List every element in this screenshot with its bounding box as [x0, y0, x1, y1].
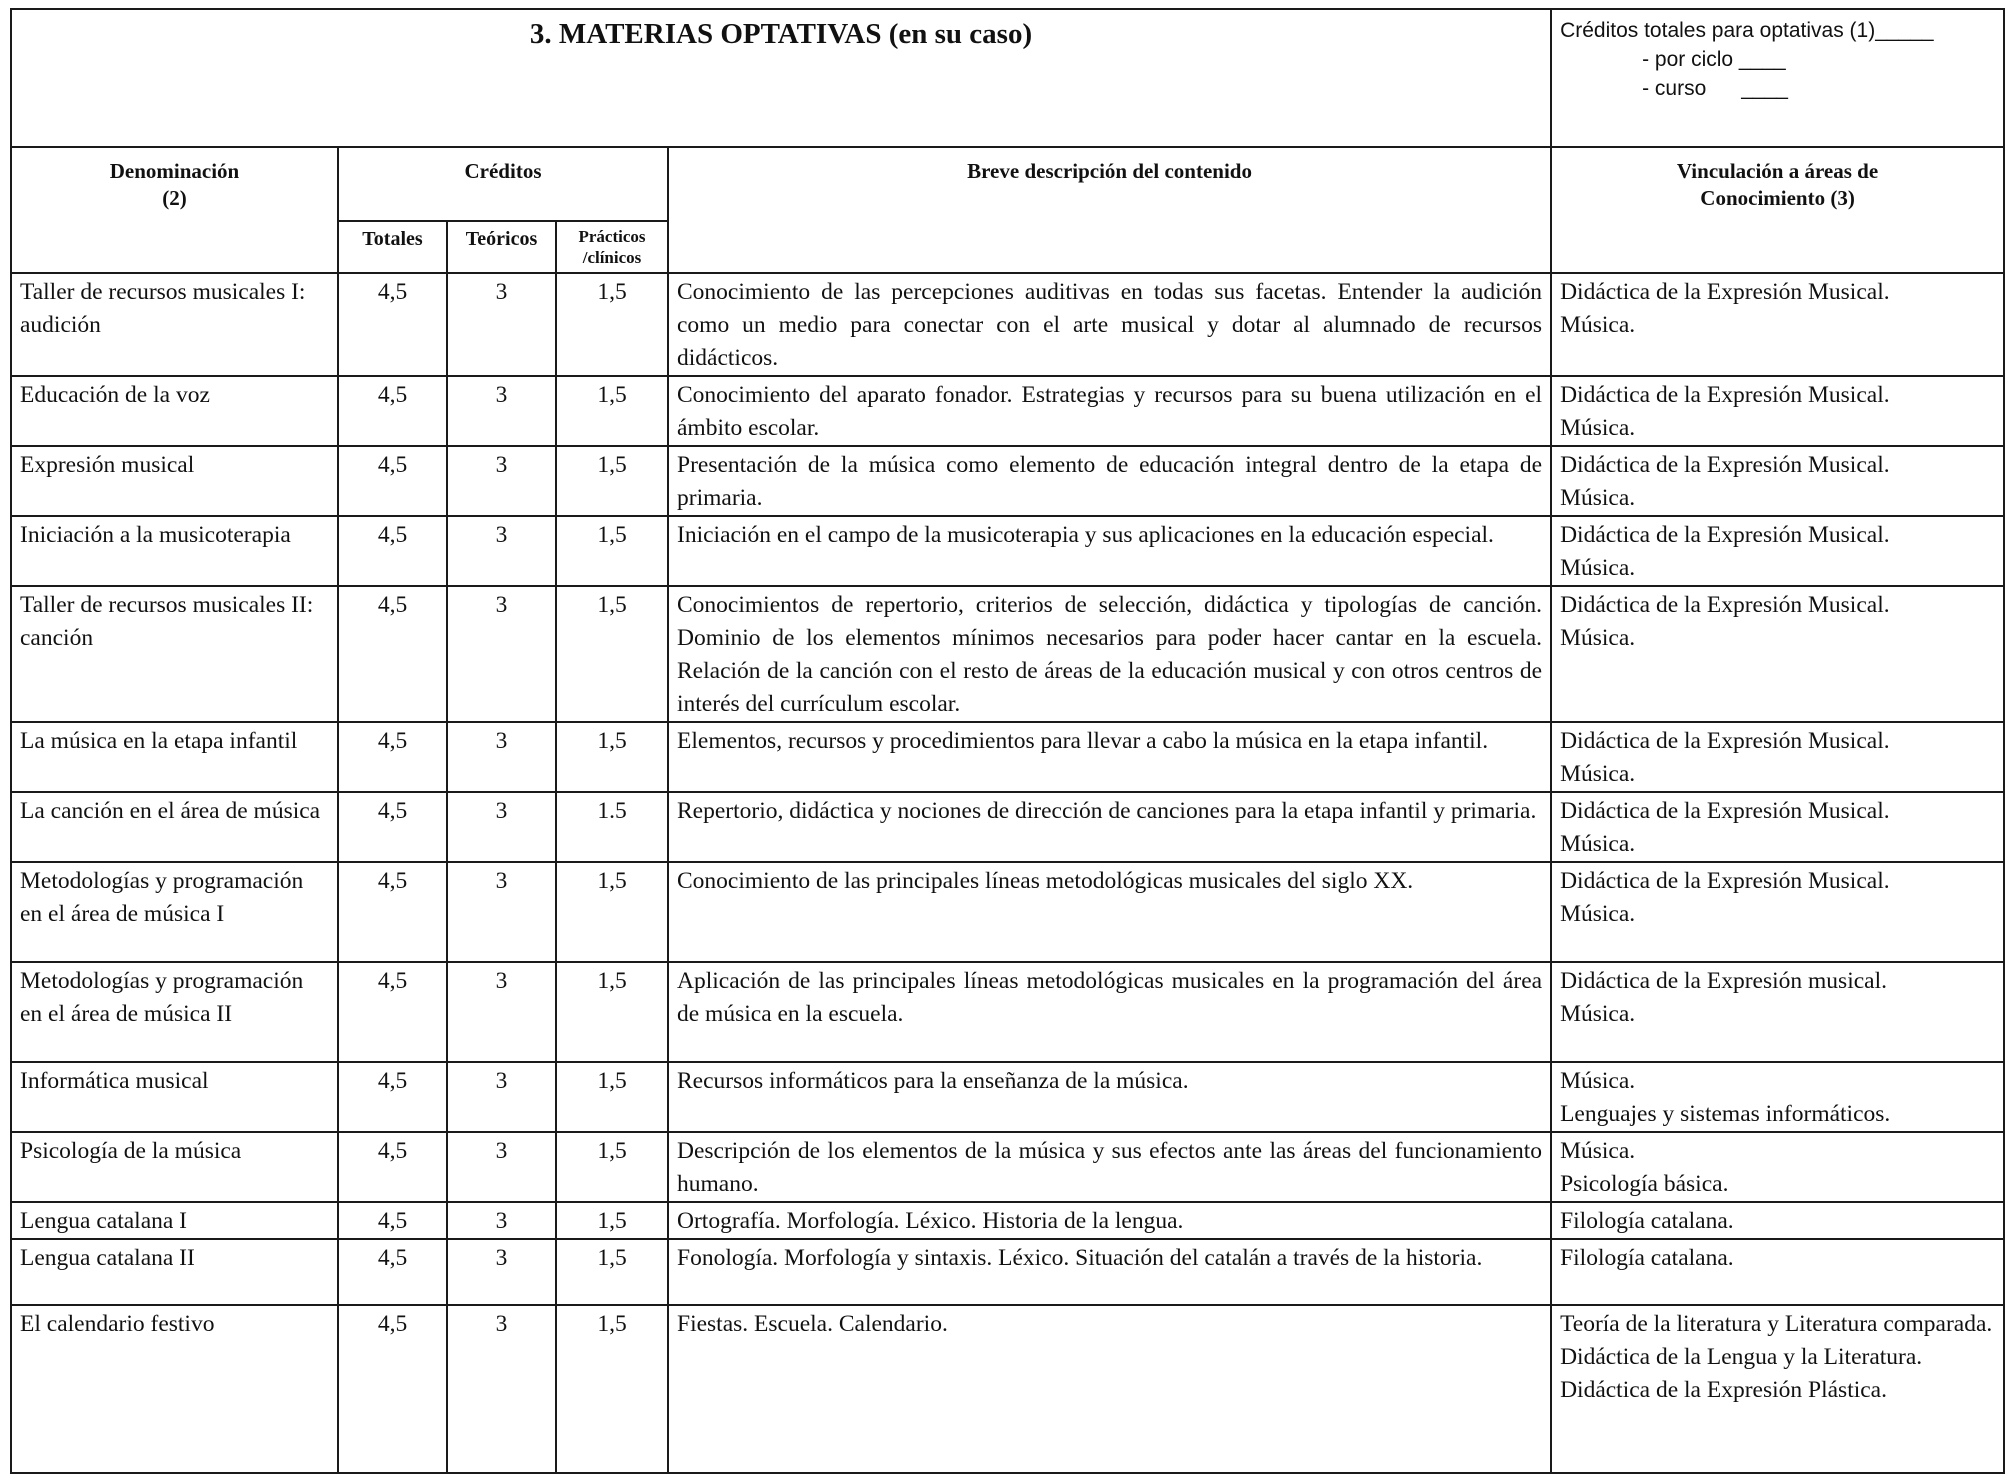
subject-name: Informática musical: [11, 1062, 338, 1132]
table-row: [11, 1305, 2004, 1473]
credits-practicos: 1,5: [556, 1062, 668, 1132]
header-practicos-line2: /clínicos: [582, 248, 642, 267]
table-row: [11, 273, 2004, 376]
content-description: Iniciación en el campo de la musicoterapia y sus aplicaciones en la educación especial.: [668, 516, 1551, 586]
knowledge-areas: [1551, 1062, 2004, 1132]
knowledge-area: Didáctica de la Expresión Musical.: [1560, 382, 1890, 408]
content-description: Aplicación de las principales líneas metodológicas musicales en la programación del área de música en la escuela.: [668, 962, 1551, 1062]
header-denominacion-note: (2): [162, 186, 187, 210]
knowledge-area: Música.: [1560, 415, 1636, 441]
knowledge-area: Música.: [1560, 1068, 1636, 1094]
credits-teoricos: 3: [447, 1062, 556, 1132]
subject-name: Metodologías y programación en el área de música I: [11, 862, 338, 962]
header-vinculacion-line2: Conocimiento (3): [1700, 186, 1855, 210]
knowledge-areas: [1551, 1132, 2004, 1202]
table-row: [11, 792, 2004, 862]
subject-name: Educación de la voz: [11, 376, 338, 446]
title-row: [11, 9, 2004, 147]
credits-totales: 4,5: [338, 446, 447, 516]
knowledge-area: Psicología básica.: [1560, 1171, 1729, 1197]
knowledge-area: Didáctica de la Expresión Musical.: [1560, 728, 1890, 754]
credits-totales: 4,5: [338, 376, 447, 446]
credits-practicos: 1,5: [556, 1132, 668, 1202]
credits-teoricos: 3: [447, 962, 556, 1062]
knowledge-area: Música.: [1560, 1001, 1636, 1027]
subject-name: Lengua catalana I: [11, 1202, 338, 1239]
credits-teoricos: 3: [447, 1132, 556, 1202]
content-description: Repertorio, didáctica y nociones de dirección de canciones para la etapa infantil y primaria.: [668, 792, 1551, 862]
content-description: Elementos, recursos y procedimientos para llevar a cabo la música en la etapa infantil.: [668, 722, 1551, 792]
subject-name: Psicología de la música: [11, 1132, 338, 1202]
table-row: [11, 586, 2004, 722]
header-denominacion-label: Denominación: [109, 159, 240, 183]
credits-totales: 4,5: [338, 1202, 447, 1239]
credits-teoricos: 3: [447, 862, 556, 962]
subject-name: Expresión musical: [11, 446, 338, 516]
credits-totales: 4,5: [338, 1062, 447, 1132]
content-description: Conocimiento de las percepciones auditivas en todas sus facetas. Entender la audición como un medio para conectar con el arte musical y dotar al alumnado de recursos didácticos.: [668, 273, 1551, 376]
table-row: [11, 1062, 2004, 1132]
knowledge-area: Filología catalana.: [1560, 1208, 1734, 1234]
credits-teoricos: 3: [447, 792, 556, 862]
knowledge-areas: [1551, 586, 2004, 722]
header-denominacion: [11, 147, 338, 273]
knowledge-area: Música.: [1560, 901, 1636, 927]
table-row: [11, 722, 2004, 792]
subject-name: La canción en el área de música: [11, 792, 338, 862]
credits-teoricos: 3: [447, 1202, 556, 1239]
credits-totales: 4,5: [338, 862, 447, 962]
knowledge-area: Didáctica de la Expresión Plástica.: [1560, 1377, 1887, 1403]
credits-teoricos: 3: [447, 446, 556, 516]
table-row: [11, 376, 2004, 446]
credit-totals-box: [1551, 9, 2004, 147]
content-description: Recursos informáticos para la enseñanza de la música.: [668, 1062, 1551, 1132]
subject-name: Metodologías y programación en el área de música II: [11, 962, 338, 1062]
credits-totales: 4,5: [338, 586, 447, 722]
knowledge-area: Didáctica de la Expresión Musical.: [1560, 868, 1890, 894]
credits-practicos: 1,5: [556, 1202, 668, 1239]
table-row: [11, 962, 2004, 1062]
knowledge-area: Música.: [1560, 485, 1636, 511]
credits-practicos: 1,5: [556, 586, 668, 722]
credits-practicos: 1.5: [556, 792, 668, 862]
credits-teoricos: 3: [447, 722, 556, 792]
content-description: Fonología. Morfología y sintaxis. Léxico. Situación del catalán a través de la historia.: [668, 1239, 1551, 1305]
subject-name: Taller de recursos musicales I: audición: [11, 273, 338, 376]
credits-totales: 4,5: [338, 722, 447, 792]
content-description: Ortografía. Morfología. Léxico. Historia de la lengua.: [668, 1202, 1551, 1239]
knowledge-area: Didáctica de la Expresión Musical.: [1560, 592, 1890, 618]
knowledge-area: Filología catalana.: [1560, 1245, 1734, 1271]
knowledge-areas: [1551, 1202, 2004, 1239]
credits-practicos: 1,5: [556, 273, 668, 376]
credit-per-course-line: - curso ____: [1642, 77, 1788, 100]
credits-practicos: 1,5: [556, 1239, 668, 1305]
credits-teoricos: 3: [447, 1239, 556, 1305]
credits-practicos: 1,5: [556, 446, 668, 516]
knowledge-area: Música.: [1560, 761, 1636, 787]
section-title: 3. MATERIAS OPTATIVAS (en su caso): [11, 9, 1551, 147]
knowledge-areas: [1551, 1239, 2004, 1305]
credits-totales: 4,5: [338, 273, 447, 376]
knowledge-areas: [1551, 1305, 2004, 1473]
credits-practicos: 1,5: [556, 962, 668, 1062]
knowledge-area: Didáctica de la Expresión Musical.: [1560, 452, 1890, 478]
credits-totales: 4,5: [338, 1305, 447, 1473]
header-creditos: Créditos: [338, 147, 668, 221]
table-row: [11, 446, 2004, 516]
knowledge-area: Música.: [1560, 312, 1636, 338]
header-row: [11, 147, 2004, 221]
content-description: Conocimiento del aparato fonador. Estrategias y recursos para su buena utilización en el ámbito escolar.: [668, 376, 1551, 446]
credits-totales: 4,5: [338, 962, 447, 1062]
knowledge-areas: [1551, 792, 2004, 862]
credit-per-cycle-line: - por ciclo ____: [1642, 48, 1786, 71]
knowledge-areas: [1551, 516, 2004, 586]
content-description: Conocimiento de las principales líneas metodológicas musicales del siglo XX.: [668, 862, 1551, 962]
optativas-table: [10, 8, 2005, 1474]
credits-totales: 4,5: [338, 792, 447, 862]
subject-name: Taller de recursos musicales II: canción: [11, 586, 338, 722]
credits-practicos: 1,5: [556, 516, 668, 586]
credits-totales: 4,5: [338, 1239, 447, 1305]
table-row: [11, 1202, 2004, 1239]
table-row: [11, 1239, 2004, 1305]
credits-practicos: 1,5: [556, 1305, 668, 1473]
credits-practicos: 1,5: [556, 722, 668, 792]
header-practicos: [556, 221, 668, 273]
knowledge-area: Música.: [1560, 625, 1636, 651]
knowledge-area: Teoría de la literatura y Literatura comparada.: [1560, 1311, 1993, 1337]
knowledge-areas: [1551, 273, 2004, 376]
knowledge-area: Didáctica de la Expresión Musical.: [1560, 522, 1890, 548]
knowledge-area: Lenguajes y sistemas informáticos.: [1560, 1101, 1891, 1127]
subject-name: El calendario festivo: [11, 1305, 338, 1473]
header-totales: Totales: [338, 221, 447, 273]
knowledge-area: Música.: [1560, 831, 1636, 857]
subject-name: La música en la etapa infantil: [11, 722, 338, 792]
credits-teoricos: 3: [447, 376, 556, 446]
credits-totales: 4,5: [338, 1132, 447, 1202]
table-row: [11, 516, 2004, 586]
subject-name: Iniciación a la musicoterapia: [11, 516, 338, 586]
credits-practicos: 1,5: [556, 862, 668, 962]
knowledge-area: Música.: [1560, 555, 1636, 581]
content-description: Presentación de la música como elemento de educación integral dentro de la etapa de primaria.: [668, 446, 1551, 516]
header-teoricos: Teóricos: [447, 221, 556, 273]
credits-teoricos: 3: [447, 273, 556, 376]
table-body: [11, 273, 2004, 1473]
knowledge-area: Didáctica de la Lengua y la Literatura.: [1560, 1344, 1923, 1370]
subject-name: Lengua catalana II: [11, 1239, 338, 1305]
header-practicos-line1: Prácticos: [578, 227, 646, 246]
credits-teoricos: 3: [447, 586, 556, 722]
knowledge-area: Música.: [1560, 1138, 1636, 1164]
content-description: Fiestas. Escuela. Calendario.: [668, 1305, 1551, 1473]
table-row: [11, 1132, 2004, 1202]
credits-totales: 4,5: [338, 516, 447, 586]
knowledge-area: Didáctica de la Expresión musical.: [1560, 968, 1887, 994]
knowledge-areas: [1551, 446, 2004, 516]
table-row: [11, 862, 2004, 962]
credits-teoricos: 3: [447, 1305, 556, 1473]
knowledge-areas: [1551, 722, 2004, 792]
header-vinculacion: [1551, 147, 2004, 273]
header-descripcion: Breve descripción del contenido: [668, 147, 1551, 273]
credit-totals-line: Créditos totales para optativas (1)_____: [1560, 19, 1934, 42]
knowledge-area: Didáctica de la Expresión Musical.: [1560, 279, 1890, 305]
knowledge-areas: [1551, 862, 2004, 962]
credits-practicos: 1,5: [556, 376, 668, 446]
knowledge-areas: [1551, 962, 2004, 1062]
knowledge-areas: [1551, 376, 2004, 446]
content-description: Descripción de los elementos de la música y sus efectos ante las áreas del funcionamiento humano.: [668, 1132, 1551, 1202]
header-vinculacion-line1: Vinculación a áreas de: [1676, 159, 1879, 183]
content-description: Conocimientos de repertorio, criterios de selección, didáctica y tipologías de canción. Dominio de los elementos mínimos necesarios para poder hacer cantar en la escuela. Relación de la canción con el resto de áreas de la educación musical y con otros centros de interés del currículum escolar.: [668, 586, 1551, 722]
knowledge-area: Didáctica de la Expresión Musical.: [1560, 798, 1890, 824]
credits-teoricos: 3: [447, 516, 556, 586]
